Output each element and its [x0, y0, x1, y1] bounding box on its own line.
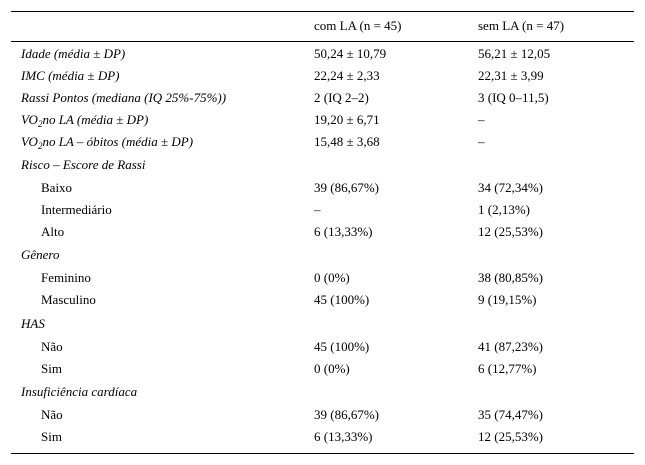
- row-label: Sim: [41, 429, 62, 444]
- cell-sem-la: 12 (25,53%): [478, 429, 543, 444]
- cell-sem-la: 22,31 ± 3,99: [478, 68, 544, 83]
- cell-sem-la: 12 (25,53%): [478, 224, 543, 239]
- row-label: Idade (média ± DP): [21, 46, 126, 61]
- table-row: [11, 87, 634, 109]
- cell-com-la: 19,20 ± 6,71: [314, 112, 380, 127]
- table-section-row: [11, 381, 634, 403]
- header-com-la: com LA (n = 45): [314, 18, 402, 33]
- row-label: Sim: [41, 361, 62, 376]
- table-row: [11, 109, 634, 131]
- row-label: Não: [41, 339, 63, 354]
- table-row: [11, 267, 634, 289]
- section-label: HAS: [21, 316, 45, 331]
- row-label: Feminino: [41, 270, 91, 285]
- cell-com-la: 6 (13,33%): [314, 429, 373, 444]
- row-label: $VO_2no$ LA (média ± DP): [21, 112, 149, 129]
- cell-sem-la: 1 (2,13%): [478, 202, 530, 217]
- row-label: $VO_2no$ LA – óbitos (média ± DP): [21, 134, 194, 151]
- row-label: Intermediário: [41, 202, 112, 217]
- table-section-row: [11, 154, 634, 176]
- cell-com-la: 45 (100%): [314, 292, 370, 307]
- cell-sem-la: 56,21 ± 12,05: [478, 46, 551, 61]
- cell-sem-la: 3 (IQ 0–11,5): [478, 90, 549, 105]
- cell-sem-la: –: [478, 134, 485, 149]
- cell-com-la: 6 (13,33%): [314, 224, 373, 239]
- cell-sem-la: 9 (19,15%): [478, 292, 537, 307]
- table-row: [11, 426, 634, 448]
- table-row: [11, 177, 634, 199]
- table-row: [11, 404, 634, 426]
- cell-com-la: 0 (0%): [314, 361, 350, 376]
- table-section-row: [11, 313, 634, 335]
- section-label: Insuficiência cardíaca: [21, 384, 138, 399]
- cell-sem-la: –: [478, 112, 485, 127]
- section-label: Risco – Escore de Rassi: [21, 157, 146, 172]
- table-bottom-rule: [11, 453, 634, 454]
- table-row: [11, 65, 634, 87]
- table-section-row: [11, 244, 634, 266]
- row-label: Alto: [41, 224, 65, 239]
- table-row: [11, 43, 634, 65]
- row-label: IMC (média ± DP): [21, 68, 120, 83]
- row-label: Baixo: [41, 180, 73, 195]
- cell-com-la: 50,24 ± 10,79: [314, 46, 387, 61]
- cell-sem-la: 6 (12,77%): [478, 361, 537, 376]
- header-sem-la: sem LA (n = 47): [478, 18, 565, 33]
- cell-com-la: –: [314, 202, 321, 217]
- header-rule: [11, 41, 634, 42]
- cell-com-la: 15,48 ± 3,68: [314, 134, 380, 149]
- cell-sem-la: 41 (87,23%): [478, 339, 543, 354]
- cell-com-la: 2 (IQ 2–2): [314, 90, 369, 105]
- row-label: Não: [41, 407, 63, 422]
- table-row: [11, 199, 634, 221]
- table-row: [11, 289, 634, 311]
- table-row: [11, 358, 634, 380]
- row-label: Masculino: [41, 292, 96, 307]
- table-row: [11, 336, 634, 358]
- cell-com-la: 22,24 ± 2,33: [314, 68, 380, 83]
- section-label: Gênero: [21, 247, 60, 262]
- cell-com-la: 45 (100%): [314, 339, 370, 354]
- row-label: Rassi Pontos (mediana (IQ 25%-75%)): [21, 90, 227, 105]
- table-row: [11, 221, 634, 243]
- cell-sem-la: 35 (74,47%): [478, 407, 543, 422]
- cell-sem-la: 38 (80,85%): [478, 270, 543, 285]
- cell-com-la: 39 (86,67%): [314, 407, 379, 422]
- cell-com-la: 0 (0%): [314, 270, 350, 285]
- table-row: [11, 131, 634, 153]
- cell-com-la: 39 (86,67%): [314, 180, 379, 195]
- cell-sem-la: 34 (72,34%): [478, 180, 543, 195]
